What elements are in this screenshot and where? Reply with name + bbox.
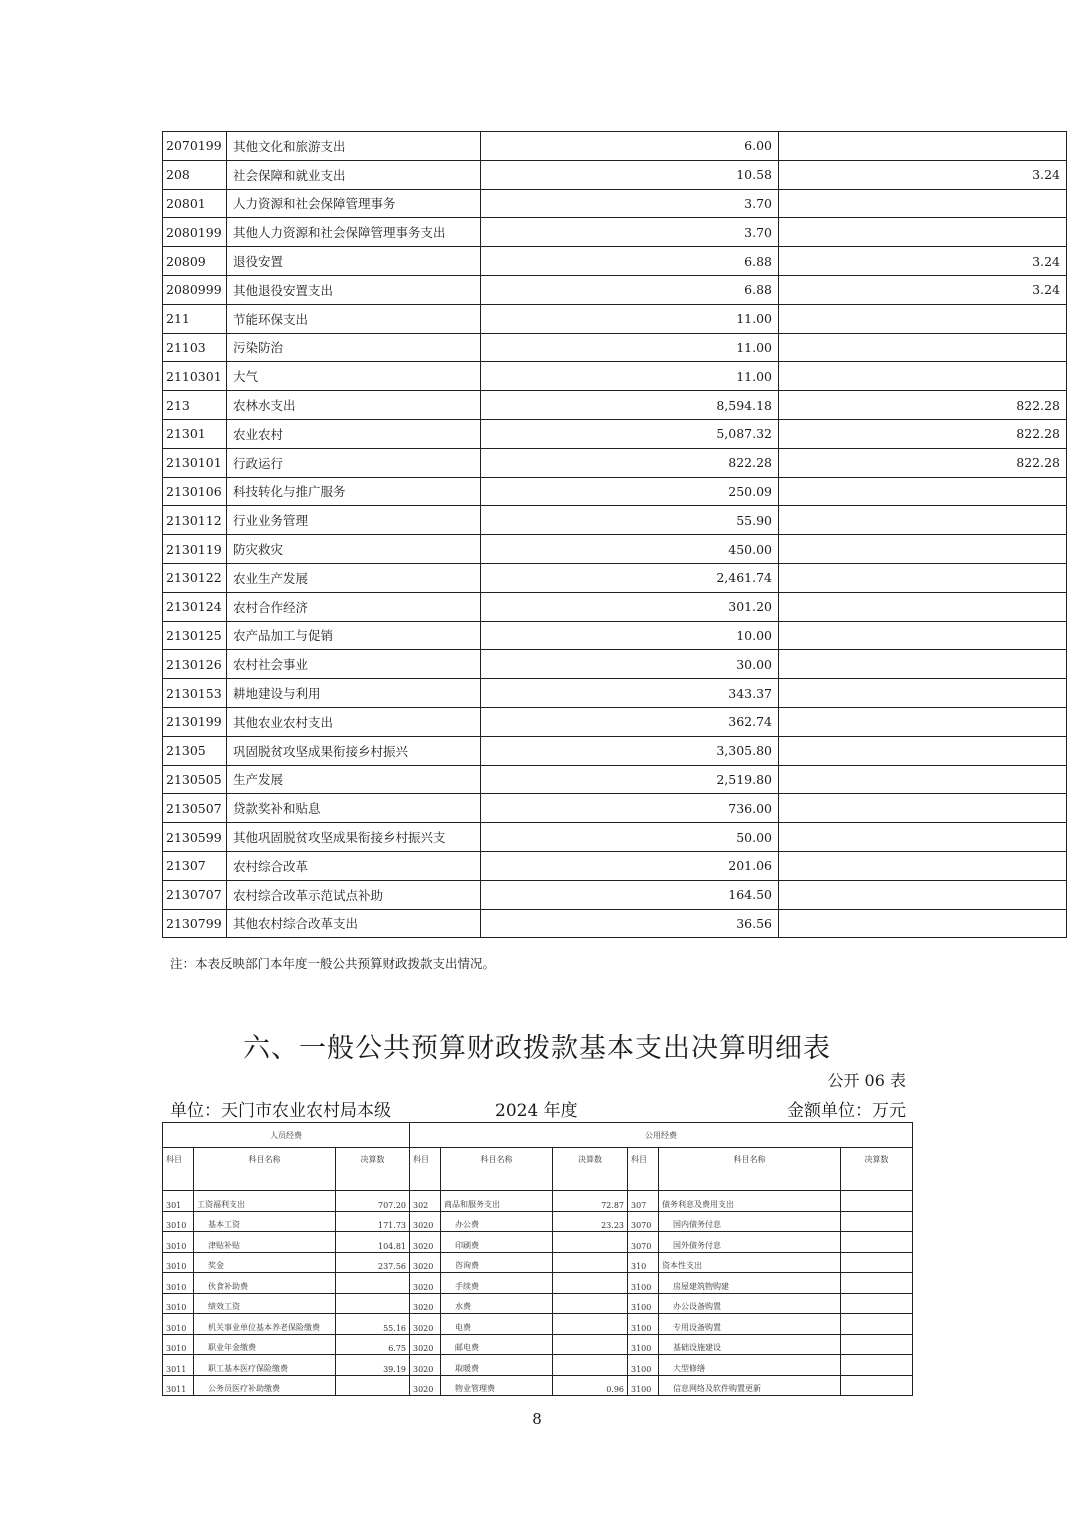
table-row xyxy=(163,650,1067,679)
table-row xyxy=(163,247,1067,276)
total-amount: 8,594.18 xyxy=(481,391,779,420)
goods-services-amount: 0.96 xyxy=(553,1375,628,1396)
goods-services-amount xyxy=(553,1232,628,1253)
personnel-amount: 39.19 xyxy=(336,1355,410,1376)
basic-amount xyxy=(779,362,1067,391)
total-amount: 362.74 xyxy=(481,707,779,736)
capital-amount xyxy=(841,1314,913,1335)
personnel-code: 301 xyxy=(163,1191,194,1212)
personnel-code: 3010 xyxy=(163,1232,194,1253)
capital-amount xyxy=(841,1273,913,1294)
basic-amount xyxy=(779,592,1067,621)
table-row xyxy=(163,1334,913,1355)
capital-name: 信息网络及软件购置更新 xyxy=(659,1375,841,1396)
goods-services-code: 3020 xyxy=(410,1273,441,1294)
subject-code: 213 xyxy=(163,391,227,420)
personnel-amount: 104.81 xyxy=(336,1232,410,1253)
capital-amount xyxy=(841,1232,913,1253)
table-row xyxy=(163,448,1067,477)
year-label: 2024 年度 xyxy=(495,1101,578,1121)
goods-services-code: 3020 xyxy=(410,1252,441,1273)
total-amount: 2,519.80 xyxy=(481,765,779,794)
capital-amount xyxy=(841,1211,913,1232)
subject-code: 2130505 xyxy=(163,765,227,794)
personnel-name: 工资福利支出 xyxy=(194,1191,336,1212)
total-amount: 343.37 xyxy=(481,679,779,708)
subject-name: 其他农村综合改革支出 xyxy=(227,909,481,938)
total-amount: 10.00 xyxy=(481,621,779,650)
subject-code: 2130125 xyxy=(163,621,227,650)
goods-services-name: 物业管理费 xyxy=(441,1375,553,1396)
capital-code: 3100 xyxy=(628,1314,659,1335)
personnel-name: 公务员医疗补助缴费 xyxy=(194,1375,336,1396)
subject-code: 2130126 xyxy=(163,650,227,679)
goods-services-amount: 72.87 xyxy=(553,1191,628,1212)
table-row xyxy=(163,218,1067,247)
basic-amount xyxy=(779,304,1067,333)
goods-services-amount xyxy=(553,1293,628,1314)
capital-amount xyxy=(841,1355,913,1376)
table-row xyxy=(163,679,1067,708)
col-code: 科目 xyxy=(163,1148,194,1191)
basic-amount xyxy=(779,707,1067,736)
subject-code: 21103 xyxy=(163,333,227,362)
total-amount: 55.90 xyxy=(481,506,779,535)
total-amount: 5,087.32 xyxy=(481,419,779,448)
subject-name: 人力资源和社会保障管理事务 xyxy=(227,189,481,218)
total-amount: 2,461.74 xyxy=(481,563,779,592)
personnel-amount: 55.16 xyxy=(336,1314,410,1335)
capital-amount xyxy=(841,1375,913,1396)
goods-services-code: 3020 xyxy=(410,1355,441,1376)
col-amount: 决算数 xyxy=(553,1148,628,1191)
table-row xyxy=(163,1355,913,1376)
basic-amount: 822.28 xyxy=(779,448,1067,477)
subject-code: 2130799 xyxy=(163,909,227,938)
subject-name: 行政运行 xyxy=(227,448,481,477)
personnel-name: 职工基本医疗保险缴费 xyxy=(194,1355,336,1376)
total-amount: 11.00 xyxy=(481,333,779,362)
group-header-row xyxy=(163,1123,913,1148)
unit-label: 单位：天门市农业农村局本级 xyxy=(170,1101,391,1121)
subject-name: 污染防治 xyxy=(227,333,481,362)
table-row xyxy=(163,275,1067,304)
personnel-name: 奖金 xyxy=(194,1252,336,1273)
total-amount: 736.00 xyxy=(481,794,779,823)
personnel-amount: 707.20 xyxy=(336,1191,410,1212)
subject-name: 其他文化和旅游支出 xyxy=(227,132,481,161)
appropriation-table-body xyxy=(163,132,1067,938)
total-amount: 36.56 xyxy=(481,909,779,938)
table-row xyxy=(163,1232,913,1253)
capital-name: 办公设备购置 xyxy=(659,1293,841,1314)
section-title: 六、一般公共预算财政拨款基本支出决算明细表 xyxy=(243,1033,831,1064)
subject-name: 农村合作经济 xyxy=(227,592,481,621)
goods-services-code: 3020 xyxy=(410,1334,441,1355)
goods-services-amount xyxy=(553,1314,628,1335)
goods-services-code: 3020 xyxy=(410,1375,441,1396)
goods-services-name: 印刷费 xyxy=(441,1232,553,1253)
goods-services-amount: 23.23 xyxy=(553,1211,628,1232)
table-row xyxy=(163,477,1067,506)
basic-amount xyxy=(779,851,1067,880)
goods-services-code: 3020 xyxy=(410,1211,441,1232)
basic-amount xyxy=(779,823,1067,852)
table-row xyxy=(163,304,1067,333)
goods-services-name: 取暖费 xyxy=(441,1355,553,1376)
capital-code: 3100 xyxy=(628,1273,659,1294)
basic-amount: 3.24 xyxy=(779,160,1067,189)
table-row xyxy=(163,391,1067,420)
basic-amount: 3.24 xyxy=(779,275,1067,304)
subject-name: 农村社会事业 xyxy=(227,650,481,679)
subject-code: 21307 xyxy=(163,851,227,880)
personnel-code: 3010 xyxy=(163,1334,194,1355)
capital-name: 资本性支出 xyxy=(659,1252,841,1273)
subject-name: 生产发展 xyxy=(227,765,481,794)
subject-code: 20801 xyxy=(163,189,227,218)
subject-name: 大气 xyxy=(227,362,481,391)
goods-services-code: 3020 xyxy=(410,1314,441,1335)
basic-amount: 3.24 xyxy=(779,247,1067,276)
goods-services-name: 办公费 xyxy=(441,1211,553,1232)
goods-services-name: 电费 xyxy=(441,1314,553,1335)
subject-code: 2130112 xyxy=(163,506,227,535)
subject-code: 20809 xyxy=(163,247,227,276)
subject-code: 2130101 xyxy=(163,448,227,477)
col-name: 科目名称 xyxy=(194,1148,336,1191)
capital-code: 3070 xyxy=(628,1211,659,1232)
subject-name: 农业农村 xyxy=(227,419,481,448)
subject-code: 2130199 xyxy=(163,707,227,736)
table-row xyxy=(163,563,1067,592)
capital-code: 3100 xyxy=(628,1355,659,1376)
total-amount: 3.70 xyxy=(481,189,779,218)
table-row xyxy=(163,592,1067,621)
subject-name: 其他农业农村支出 xyxy=(227,707,481,736)
table-row xyxy=(163,823,1067,852)
subject-name: 农村综合改革 xyxy=(227,851,481,880)
total-amount: 3,305.80 xyxy=(481,736,779,765)
col-amount: 决算数 xyxy=(841,1148,913,1191)
basic-amount xyxy=(779,189,1067,218)
personnel-amount xyxy=(336,1273,410,1294)
personnel-code: 3010 xyxy=(163,1273,194,1294)
capital-code: 3070 xyxy=(628,1232,659,1253)
table-row xyxy=(163,1211,913,1232)
table-row xyxy=(163,707,1067,736)
goods-services-amount xyxy=(553,1273,628,1294)
goods-services-code: 3020 xyxy=(410,1232,441,1253)
subject-code: 2130153 xyxy=(163,679,227,708)
basic-amount xyxy=(779,650,1067,679)
total-amount: 3.70 xyxy=(481,218,779,247)
personnel-name: 绩效工资 xyxy=(194,1293,336,1314)
total-amount: 822.28 xyxy=(481,448,779,477)
basic-amount xyxy=(779,218,1067,247)
table-row xyxy=(163,765,1067,794)
table-row xyxy=(163,160,1067,189)
goods-services-amount xyxy=(553,1355,628,1376)
total-amount: 10.58 xyxy=(481,160,779,189)
total-amount: 450.00 xyxy=(481,535,779,564)
basic-amount xyxy=(779,736,1067,765)
subject-name: 行业业务管理 xyxy=(227,506,481,535)
capital-name: 债务利息及费用支出 xyxy=(659,1191,841,1212)
basic-amount xyxy=(779,132,1067,161)
table-row xyxy=(163,132,1067,161)
basic-amount xyxy=(779,563,1067,592)
goods-services-name: 手续费 xyxy=(441,1273,553,1294)
table-row xyxy=(163,1273,913,1294)
subject-name: 其他人力资源和社会保障管理事务支出 xyxy=(227,218,481,247)
table-row xyxy=(163,1191,913,1212)
total-amount: 6.88 xyxy=(481,247,779,276)
capital-amount xyxy=(841,1293,913,1314)
subject-name: 其他巩固脱贫攻坚成果衔接乡村振兴支 xyxy=(227,823,481,852)
subject-name: 节能环保支出 xyxy=(227,304,481,333)
subject-code: 211 xyxy=(163,304,227,333)
subject-name: 贷款奖补和贴息 xyxy=(227,794,481,823)
col-code: 科目 xyxy=(628,1148,659,1191)
capital-name: 房屋建筑物购建 xyxy=(659,1273,841,1294)
personnel-amount: 171.73 xyxy=(336,1211,410,1232)
subject-code: 208 xyxy=(163,160,227,189)
table-row xyxy=(163,880,1067,909)
capital-code: 3100 xyxy=(628,1334,659,1355)
subject-code: 2130599 xyxy=(163,823,227,852)
capital-amount xyxy=(841,1334,913,1355)
personnel-code: 3011 xyxy=(163,1375,194,1396)
total-amount: 11.00 xyxy=(481,304,779,333)
column-header-row xyxy=(163,1148,913,1191)
total-amount: 11.00 xyxy=(481,362,779,391)
subject-code: 2080999 xyxy=(163,275,227,304)
basic-amount xyxy=(779,621,1067,650)
basic-amount xyxy=(779,333,1067,362)
appropriation-expenditure-table xyxy=(162,131,1067,938)
goods-services-amount xyxy=(553,1252,628,1273)
total-amount: 250.09 xyxy=(481,477,779,506)
capital-name: 基础设施建设 xyxy=(659,1334,841,1355)
basic-amount xyxy=(779,880,1067,909)
subject-code: 2130507 xyxy=(163,794,227,823)
subject-code: 21301 xyxy=(163,419,227,448)
subject-name: 农林水支出 xyxy=(227,391,481,420)
basic-amount xyxy=(779,506,1067,535)
table-row xyxy=(163,189,1067,218)
subject-code: 2130122 xyxy=(163,563,227,592)
subject-name: 其他退役安置支出 xyxy=(227,275,481,304)
basic-amount xyxy=(779,909,1067,938)
subject-code: 2110301 xyxy=(163,362,227,391)
capital-name: 专用设备购置 xyxy=(659,1314,841,1335)
total-amount: 201.06 xyxy=(481,851,779,880)
personnel-amount xyxy=(336,1375,410,1396)
total-amount: 30.00 xyxy=(481,650,779,679)
subject-name: 农村综合改革示范试点补助 xyxy=(227,880,481,909)
basic-expenditure-detail-table xyxy=(162,1122,913,1396)
capital-amount xyxy=(841,1191,913,1212)
subject-name: 农产品加工与促销 xyxy=(227,621,481,650)
table-number: 公开 06 表 xyxy=(827,1071,906,1090)
total-amount: 50.00 xyxy=(481,823,779,852)
capital-name: 国外债务付息 xyxy=(659,1232,841,1253)
goods-services-amount xyxy=(553,1334,628,1355)
table-row xyxy=(163,362,1067,391)
personnel-name: 伙食补助费 xyxy=(194,1273,336,1294)
personnel-code: 3010 xyxy=(163,1211,194,1232)
subject-code: 21305 xyxy=(163,736,227,765)
subject-name: 巩固脱贫攻坚成果衔接乡村振兴 xyxy=(227,736,481,765)
table-row xyxy=(163,506,1067,535)
personnel-name: 机关事业单位基本养老保险缴费 xyxy=(194,1314,336,1335)
table-row xyxy=(163,1314,913,1335)
capital-code: 3100 xyxy=(628,1375,659,1396)
capital-name: 大型修缮 xyxy=(659,1355,841,1376)
basic-amount xyxy=(779,794,1067,823)
table-row xyxy=(163,1293,913,1314)
basic-amount: 822.28 xyxy=(779,391,1067,420)
personnel-code: 3010 xyxy=(163,1314,194,1335)
subject-code: 2130124 xyxy=(163,592,227,621)
subject-code: 2070199 xyxy=(163,132,227,161)
basic-amount xyxy=(779,477,1067,506)
group-public: 公用经费 xyxy=(410,1123,913,1148)
subject-name: 农业生产发展 xyxy=(227,563,481,592)
subject-name: 社会保障和就业支出 xyxy=(227,160,481,189)
personnel-code: 3011 xyxy=(163,1355,194,1376)
goods-services-code: 3020 xyxy=(410,1293,441,1314)
basic-amount xyxy=(779,535,1067,564)
personnel-code: 3010 xyxy=(163,1293,194,1314)
table-row xyxy=(163,419,1067,448)
col-name: 科目名称 xyxy=(659,1148,841,1191)
personnel-amount: 237.56 xyxy=(336,1252,410,1273)
total-amount: 301.20 xyxy=(481,592,779,621)
col-name: 科目名称 xyxy=(441,1148,553,1191)
basic-amount: 822.28 xyxy=(779,419,1067,448)
subject-code: 2130707 xyxy=(163,880,227,909)
table-row xyxy=(163,535,1067,564)
capital-code: 3100 xyxy=(628,1293,659,1314)
subject-name: 防灾救灾 xyxy=(227,535,481,564)
table-row xyxy=(163,1252,913,1273)
personnel-amount: 6.75 xyxy=(336,1334,410,1355)
detail-table-body xyxy=(163,1123,913,1396)
table-row xyxy=(163,909,1067,938)
personnel-code: 3010 xyxy=(163,1252,194,1273)
subject-name: 退役安置 xyxy=(227,247,481,276)
subject-name: 科技转化与推广服务 xyxy=(227,477,481,506)
table-row xyxy=(163,621,1067,650)
total-amount: 6.88 xyxy=(481,275,779,304)
group-personnel: 人员经费 xyxy=(163,1123,410,1148)
capital-code: 307 xyxy=(628,1191,659,1212)
goods-services-name: 咨询费 xyxy=(441,1252,553,1273)
goods-services-code: 302 xyxy=(410,1191,441,1212)
table-note: 注：本表反映部门本年度一般公共预算财政拨款支出情况。 xyxy=(170,956,496,971)
basic-amount xyxy=(779,765,1067,794)
table-row xyxy=(163,851,1067,880)
subject-code: 2130119 xyxy=(163,535,227,564)
total-amount: 6.00 xyxy=(481,132,779,161)
capital-code: 310 xyxy=(628,1252,659,1273)
basic-amount xyxy=(779,679,1067,708)
page-number: 8 xyxy=(532,1410,542,1428)
table-row xyxy=(163,1375,913,1396)
goods-services-name: 水费 xyxy=(441,1293,553,1314)
col-code: 科目 xyxy=(410,1148,441,1191)
personnel-amount xyxy=(336,1293,410,1314)
table-row xyxy=(163,794,1067,823)
table-row xyxy=(163,333,1067,362)
total-amount: 164.50 xyxy=(481,880,779,909)
capital-name: 国内债务付息 xyxy=(659,1211,841,1232)
capital-amount xyxy=(841,1252,913,1273)
personnel-name: 津贴补贴 xyxy=(194,1232,336,1253)
subject-code: 2130106 xyxy=(163,477,227,506)
subject-code: 2080199 xyxy=(163,218,227,247)
personnel-name: 职业年金缴费 xyxy=(194,1334,336,1355)
goods-services-name: 商品和服务支出 xyxy=(441,1191,553,1212)
goods-services-name: 邮电费 xyxy=(441,1334,553,1355)
subject-name: 耕地建设与利用 xyxy=(227,679,481,708)
table-row xyxy=(163,736,1067,765)
col-amount: 决算数 xyxy=(336,1148,410,1191)
personnel-name: 基本工资 xyxy=(194,1211,336,1232)
amount-unit-label: 金额单位：万元 xyxy=(787,1101,906,1121)
